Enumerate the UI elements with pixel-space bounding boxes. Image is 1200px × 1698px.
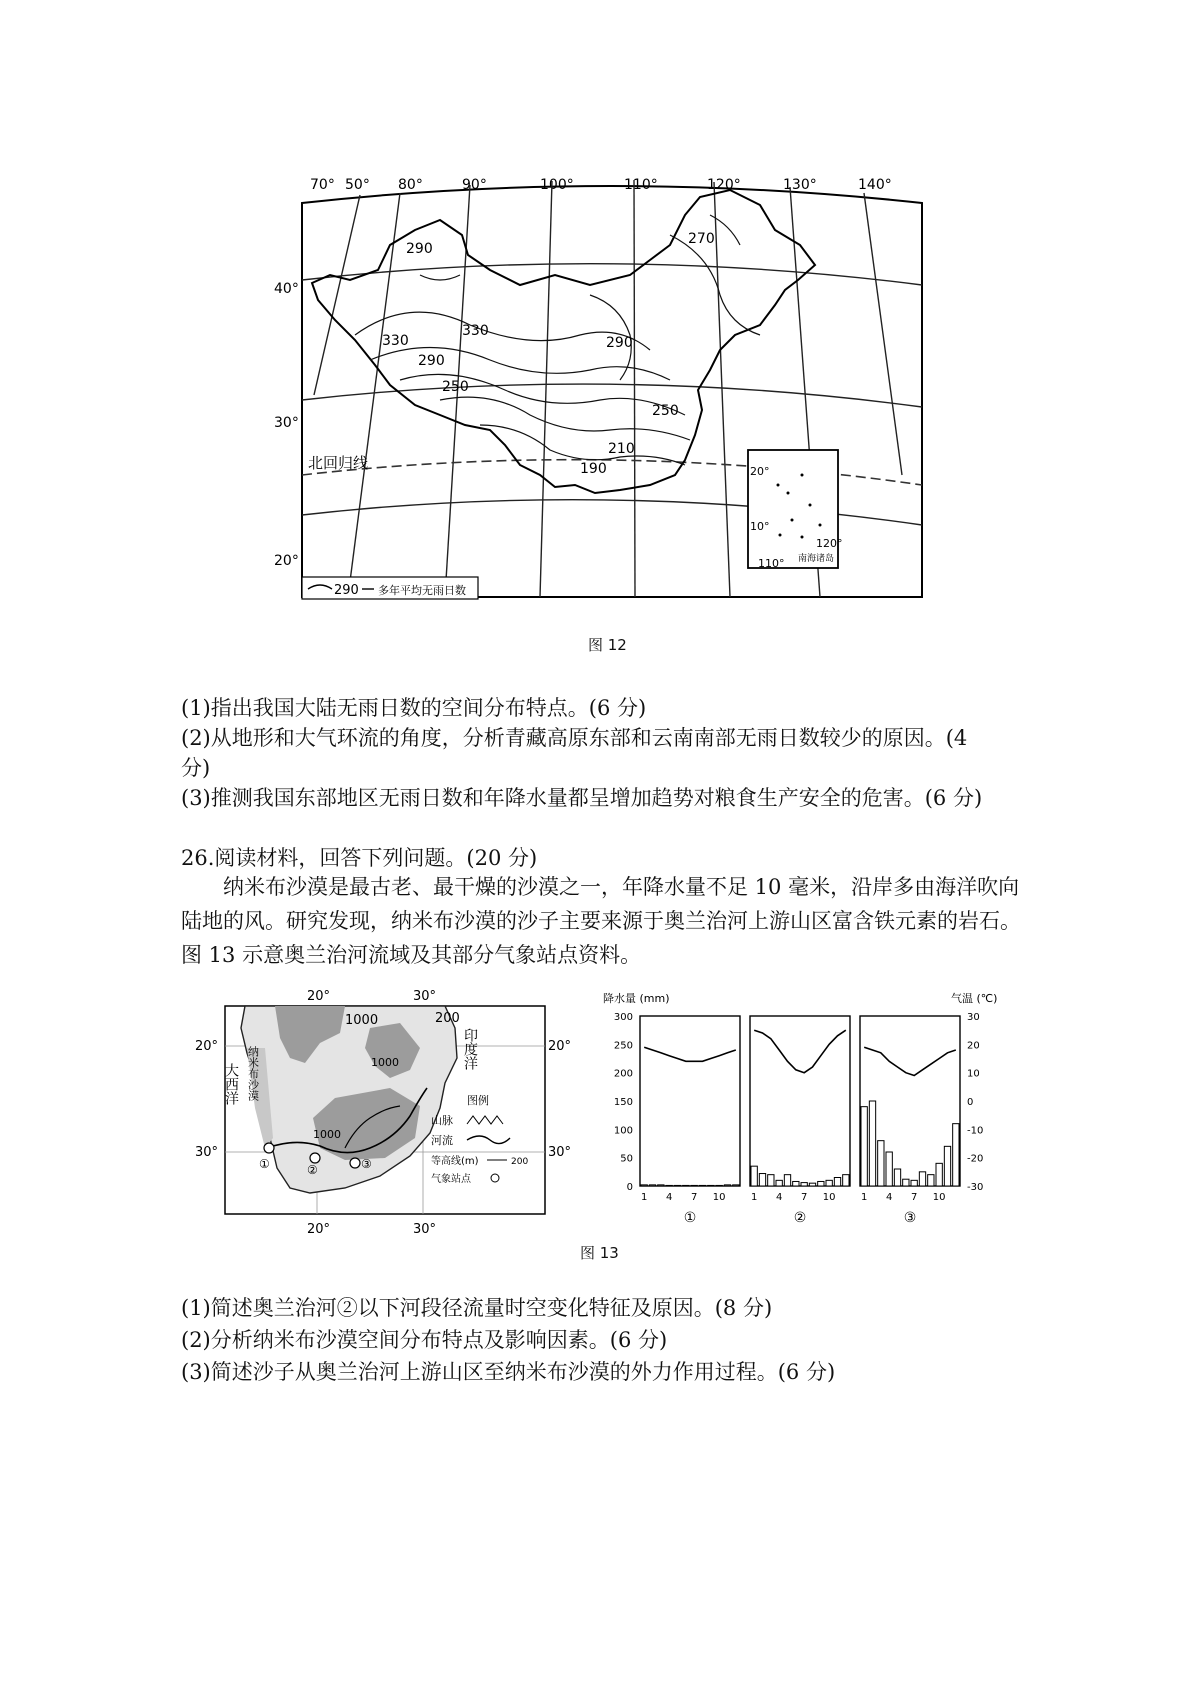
fig12-legend	[302, 577, 478, 599]
tropic-label: 北回归线	[308, 454, 369, 472]
question-25-2-cont: 分)	[181, 756, 211, 780]
lon-label-110: 110°	[624, 177, 658, 193]
month-tick-label: 4	[885, 1192, 893, 1203]
svg-text:②: ②	[307, 1163, 318, 1177]
temp-tick-label: 20	[967, 1040, 980, 1052]
fig12-latitude-labels	[274, 281, 299, 569]
climate-panel	[750, 1016, 850, 1226]
lon-label-50: 50°	[345, 177, 370, 193]
precip-bar	[861, 1107, 867, 1186]
precip-bar	[793, 1181, 799, 1186]
question-26-1: (1)简述奥兰治河②以下河段径流量时空变化特征及原因。(8 分)	[181, 1296, 773, 1320]
precip-bar	[674, 1185, 680, 1186]
contour-label: 250	[442, 379, 469, 395]
precip-bar	[691, 1185, 697, 1186]
precip-bar	[936, 1163, 942, 1186]
climate-panels	[640, 1016, 960, 1226]
lon-label-140: 140°	[858, 177, 892, 193]
contour-label: 330	[462, 323, 489, 339]
month-tick-label: 1	[750, 1192, 758, 1203]
precip-bar	[911, 1180, 917, 1186]
svg-text:山脉: 山脉	[431, 1114, 453, 1127]
precip-bar	[708, 1185, 714, 1186]
precip-bar	[699, 1185, 705, 1186]
lat-label-30: 30°	[274, 415, 299, 431]
precip-tick-label: 0	[626, 1182, 633, 1193]
precip-bar	[751, 1166, 757, 1186]
svg-text:290: 290	[334, 583, 359, 598]
lon-label-90: 90°	[462, 177, 487, 193]
temp-tick-label: -30	[967, 1182, 984, 1193]
svg-text:20°: 20°	[307, 1222, 331, 1237]
question-26-2: (2)分析纳米布沙漠空间分布特点及影响因素。(6 分)	[181, 1328, 668, 1352]
precip-bar	[928, 1175, 934, 1186]
precip-bar	[919, 1172, 925, 1186]
temp-tick-label: -20	[967, 1153, 984, 1165]
svg-text:10°: 10°	[750, 520, 770, 533]
precip-bar	[666, 1185, 672, 1186]
precip-bar	[878, 1141, 884, 1186]
svg-text:30°: 30°	[195, 1145, 219, 1160]
month-tick-label: 10	[712, 1192, 726, 1203]
svg-text:30°: 30°	[413, 1222, 437, 1237]
question-25-1: (1)指出我国大陆无雨日数的空间分布特点。(6 分)	[181, 696, 647, 720]
precip-bar	[658, 1185, 664, 1186]
contour-label: 210	[608, 441, 635, 457]
month-tick-label: 7	[910, 1192, 918, 1203]
precip-tick-label: 100	[613, 1125, 633, 1137]
figure-12-caption: 图 12	[588, 636, 627, 654]
precip-bar	[843, 1175, 849, 1186]
temp-tick-label: 30	[967, 1012, 980, 1023]
svg-text:30°: 30°	[413, 989, 437, 1004]
precip-tick-label: 150	[613, 1097, 633, 1108]
lon-label-70: 70°	[310, 177, 335, 193]
svg-text:20°: 20°	[750, 465, 770, 478]
precip-bar	[886, 1152, 892, 1186]
precip-bar	[801, 1183, 807, 1186]
figure-13-map	[195, 988, 575, 1238]
figure-13-climate-charts	[585, 988, 1015, 1238]
precip-ticks	[614, 1012, 633, 1193]
svg-text:120°: 120°	[816, 537, 843, 550]
precip-bar	[834, 1178, 840, 1187]
precip-bar	[784, 1175, 790, 1186]
contour-label: 290	[406, 241, 433, 257]
lon-label-80: 80°	[398, 177, 423, 193]
svg-text:河流: 河流	[431, 1134, 453, 1147]
svg-text:20°: 20°	[307, 989, 331, 1004]
svg-text:20°: 20°	[195, 1039, 219, 1054]
lon-label-130: 130°	[783, 177, 817, 193]
precip-bar	[776, 1180, 782, 1186]
precip-bar	[733, 1185, 739, 1186]
figure-12-map	[274, 175, 930, 655]
month-tick-label: 1	[640, 1192, 648, 1203]
svg-text:等高线(m): 等高线(m)	[431, 1156, 479, 1167]
month-tick-label: 1	[860, 1192, 868, 1203]
precip-bar	[809, 1183, 815, 1186]
svg-text:①: ①	[259, 1157, 270, 1171]
precip-bar	[716, 1185, 722, 1186]
lon-label-120: 120°	[707, 177, 741, 193]
month-tick-label: 10	[822, 1192, 836, 1203]
svg-text:30°: 30°	[548, 1145, 572, 1160]
ocean-label-atlantic: 大西洋	[223, 1063, 239, 1105]
temp-axis-label: 气温 (℃)	[951, 992, 998, 1005]
precip-bar	[768, 1175, 774, 1186]
climate-panel-frame	[750, 1016, 850, 1186]
lat-label-20: 20°	[274, 553, 299, 569]
contour-label: 290	[606, 335, 633, 351]
month-tick-label: 10	[932, 1192, 946, 1203]
precip-bar	[826, 1180, 832, 1186]
svg-text:南海诸岛: 南海诸岛	[798, 554, 835, 564]
precip-bar	[869, 1101, 875, 1186]
precip-bar	[641, 1185, 647, 1186]
precip-tick-label: 300	[613, 1012, 633, 1023]
panel-station-label: ③	[903, 1210, 917, 1226]
precip-axis-label: 降水量 (mm)	[603, 992, 670, 1005]
temp-tick-label: 10	[967, 1068, 980, 1080]
precip-bar	[724, 1185, 730, 1186]
precip-bar	[944, 1146, 950, 1186]
lon-label-100: 100°	[540, 177, 574, 193]
ocean-label-indian: 印度洋	[462, 1028, 478, 1070]
svg-text:多年平均无雨日数: 多年平均无雨日数	[378, 584, 466, 597]
month-tick-label: 7	[690, 1192, 698, 1203]
precip-tick-label: 250	[613, 1040, 633, 1052]
question-25-3: (3)推测我国东部地区无雨日数和年降水量都呈增加趋势对粮食生产安全的危害。(6 分)	[181, 786, 983, 810]
precip-bar	[953, 1124, 959, 1186]
section-26-paragraph: 纳米布沙漠是最古老、最干燥的沙漠之一，年降水量不足 10 毫米，沿岸多由海洋吹向陆地的风。研究发现，纳米布沙漠的沙子主要来源于奥兰治河上游山区富含铁元素的岩石。图 13 示意奥兰治河流域及其部分气象站点资料。	[181, 875, 1021, 967]
panel-station-label: ①	[683, 1210, 697, 1226]
question-25-2: (2)从地形和大气环流的角度，分析青藏高原东部和云南南部无雨日数较少的原因。(4	[181, 726, 968, 750]
precip-bar	[818, 1181, 824, 1186]
month-tick-label: 4	[775, 1192, 783, 1203]
precip-bar	[903, 1179, 909, 1186]
climate-panel	[860, 1016, 960, 1226]
svg-text:20°: 20°	[548, 1039, 572, 1054]
svg-text:图例: 图例	[467, 1094, 489, 1107]
section-26-heading: 26.阅读材料，回答下列问题。(20 分)	[181, 846, 538, 870]
svg-text:1000: 1000	[345, 1013, 379, 1028]
svg-text:200: 200	[511, 1157, 529, 1167]
climate-panel	[640, 1016, 740, 1226]
month-tick-label: 4	[665, 1192, 673, 1203]
contour-label: 290	[418, 353, 445, 369]
panel-station-label: ②	[793, 1210, 807, 1226]
svg-text:1000: 1000	[371, 1056, 399, 1069]
south-china-sea-inset	[748, 450, 843, 570]
svg-text:1000: 1000	[313, 1128, 341, 1141]
svg-text:③: ③	[361, 1157, 372, 1171]
svg-text:110°: 110°	[758, 557, 785, 570]
svg-text:气象站点: 气象站点	[431, 1174, 471, 1185]
svg-text:200: 200	[435, 1011, 460, 1026]
contour-label: 270	[688, 231, 715, 247]
precip-bar	[759, 1174, 765, 1186]
climate-panel-frame	[640, 1016, 740, 1186]
fig12-longitude-labels	[310, 177, 892, 193]
question-26-3: (3)简述沙子从奥兰治河上游山区至纳米布沙漠的外力作用过程。(6 分)	[181, 1360, 836, 1384]
precip-tick-label: 200	[613, 1068, 633, 1080]
contour-label: 250	[652, 403, 679, 419]
precip-bar	[894, 1169, 900, 1186]
lat-label-40: 40°	[274, 281, 299, 297]
figure-13-caption: 图 13	[580, 1244, 619, 1262]
month-tick-label: 7	[800, 1192, 808, 1203]
precip-bar	[649, 1185, 655, 1186]
precip-tick-label: 50	[620, 1153, 633, 1165]
contour-label: 190	[580, 461, 607, 477]
temp-ticks	[967, 1012, 983, 1193]
contour-label: 330	[382, 333, 409, 349]
temp-tick-label: -10	[967, 1125, 984, 1137]
temp-tick-label: 0	[967, 1097, 974, 1108]
precip-bar	[683, 1185, 689, 1186]
desert-label: 纳米布沙漠	[246, 1046, 260, 1101]
